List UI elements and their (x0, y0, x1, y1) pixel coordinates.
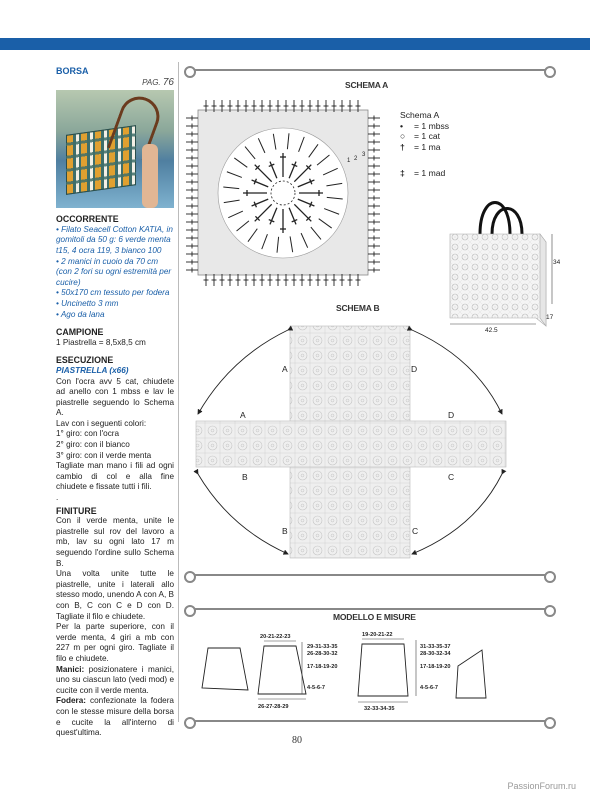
round-label-3: 3 (362, 152, 366, 158)
pattern-title: BORSA (56, 66, 89, 76)
top-color-band (0, 38, 590, 50)
s1-right-label-3: 17-18-19-20 (307, 664, 338, 670)
legend-row-mad: ‡ = 1 mad (400, 168, 446, 178)
finiture-heading: FINITURE (56, 505, 97, 516)
s2-right-label-2: 28-30-32-34 (420, 651, 451, 657)
fodera-paragraph (56, 696, 174, 738)
manici-paragraph (56, 665, 174, 697)
separator-dot: . (56, 493, 59, 503)
page-number: 80 (292, 735, 302, 746)
watermark: PassionForum.ru (507, 781, 576, 791)
s1-right-label-4: 4-5-6-7 (307, 685, 326, 691)
s2-top-label: 19-20-21-22 (362, 632, 393, 638)
cat-symbol: ○ (400, 131, 406, 141)
page-reference: PAG. 76 (142, 76, 174, 88)
bag-depth-label: 17 (546, 314, 554, 321)
occorrente-item-4: • Uncinetto 3 mm (56, 298, 119, 308)
ma-symbol: † (400, 141, 405, 152)
stitch-legend (400, 110, 449, 179)
column-divider (178, 62, 179, 722)
s1-bottom-label: 26-27-28-29 (258, 704, 289, 710)
modello-diagram (196, 628, 496, 714)
schema-b-label-c-right: C (448, 472, 455, 482)
bag-width-label: 42,5 (485, 327, 498, 332)
bag-photo (56, 90, 174, 208)
mad-symbol: ‡ (400, 168, 405, 178)
legend-row-cat: ○ = 1 cat (400, 131, 441, 141)
occorrente-item-1: • Filato Seacell Cotton KATIA, in gomitoli da 50 g: 6 verde menta t15, 4 ocra 119, 3 bianco 100 (56, 224, 173, 255)
modello-title: MODELLO E MISURE (333, 612, 416, 622)
schema-a-diagram (186, 98, 386, 288)
schema-b-label-c-bottom: C (412, 526, 419, 536)
esecuzione-text: Con l'ocra avv 5 cat, chiudete ad anello con 1 mbss e lav le piastrelle seguendo lo Schema A. (56, 376, 174, 418)
schema-b-label-a-top: A (282, 364, 288, 374)
colori-item-1: 1° giro: con l'ocra (56, 429, 120, 439)
esecuzione-tail: Tagliate man mano i fili ad ogni cambio di col e alla fine chiudete e fissate tutti i fili. (56, 461, 174, 492)
schema-b-label-a-left: A (240, 410, 246, 420)
legend-title: Schema A (400, 110, 440, 120)
piastrella-heading: PIASTRELLA (x66) (56, 365, 129, 375)
s2-right-label-3: 17-18-19-20 (420, 664, 451, 670)
schema-b-diagram (190, 318, 520, 570)
finiture-text-3: Per la parte superiore, con il verde menta, 4 giri a mb con 227 m per ogni giro. Tagliate il filo e chiudete. (56, 622, 174, 663)
legend-row-mbss: • = 1 mbss (400, 120, 450, 131)
schema-b-label-d-top: D (411, 364, 418, 374)
colori-item-2: 2° giro: con il bianco (56, 440, 130, 450)
s2-bottom-label: 32-33-34-35 (364, 706, 395, 712)
round-label-2: 2 (354, 156, 358, 162)
esecuzione-heading: ESECUZIONE (56, 355, 114, 366)
schema-b-title: SCHEMA B (336, 303, 380, 313)
fodera-label: Fodera: (56, 696, 87, 706)
occorrente-item-2: • 2 manici in cuoio da 70 cm (con 2 fori su ogni estremità per cucire) (56, 256, 172, 287)
campione-heading: CAMPIONE (56, 327, 104, 338)
legend-row-ma: † = 1 ma (400, 141, 441, 152)
section-rule-middle (190, 574, 550, 576)
s1-top-label: 20-21-22-23 (260, 634, 291, 640)
s1-right-label-1: 29-31-33-35 (307, 644, 338, 650)
manici-label: Manici: (56, 664, 85, 674)
section-rule-bottom (190, 720, 550, 722)
colori-intro: Lav con i seguenti colori: (56, 418, 147, 428)
schema-b-label-d-right: D (448, 410, 455, 420)
mbss-symbol: • (400, 120, 404, 131)
schema-b-label-b-left: B (242, 472, 248, 482)
occorrente-heading: OCCORRENTE (56, 214, 119, 225)
occorrente-item-3: • 50x170 cm tessuto per fodera (56, 288, 170, 298)
bag-height-label: 34 (553, 259, 560, 266)
s2-right-label-1: 31-33-35-37 (420, 644, 451, 650)
campione-text: 1 Piastrella = 8,5x8,5 cm (56, 337, 146, 347)
manici-text: posizionatere i manici, uno su ciascun lato (vedi mod) e cucite con il verde menta. (56, 664, 174, 695)
bag-sketch (440, 192, 560, 332)
finiture-text-2: Una volta unite tutte le piastrelle, unite i laterali allo stesso modo, unendo A con A, B con B, C con C e D con D. Tagliate il filo e chiudete. (56, 569, 174, 621)
finiture-text-1: Con il verde menta, unite le piastrelle sul rov del lavoro a mb, lav su ogni lato 17 m seguendo l'ordine sullo Schema B. (56, 516, 174, 568)
section-rule-modello (190, 608, 550, 610)
colori-item-3: 3° giro: con il verde menta (56, 450, 152, 460)
section-rule-top (190, 69, 550, 71)
schema-b-label-b-bottom: B (282, 526, 288, 536)
schema-a-title: SCHEMA A (345, 80, 389, 90)
instructions-column (56, 66, 174, 739)
fodera-text: confezionate la fodera con le stesse misure della borsa e cucite la all'interno di quest'ultima. (56, 696, 174, 738)
occorrente-item-5: • Ago da lana (56, 309, 105, 319)
s2-right-label-4: 4-5-6-7 (420, 685, 439, 691)
round-label-1: 1 (347, 158, 351, 164)
s1-right-label-2: 26-28-30-32 (307, 651, 338, 657)
